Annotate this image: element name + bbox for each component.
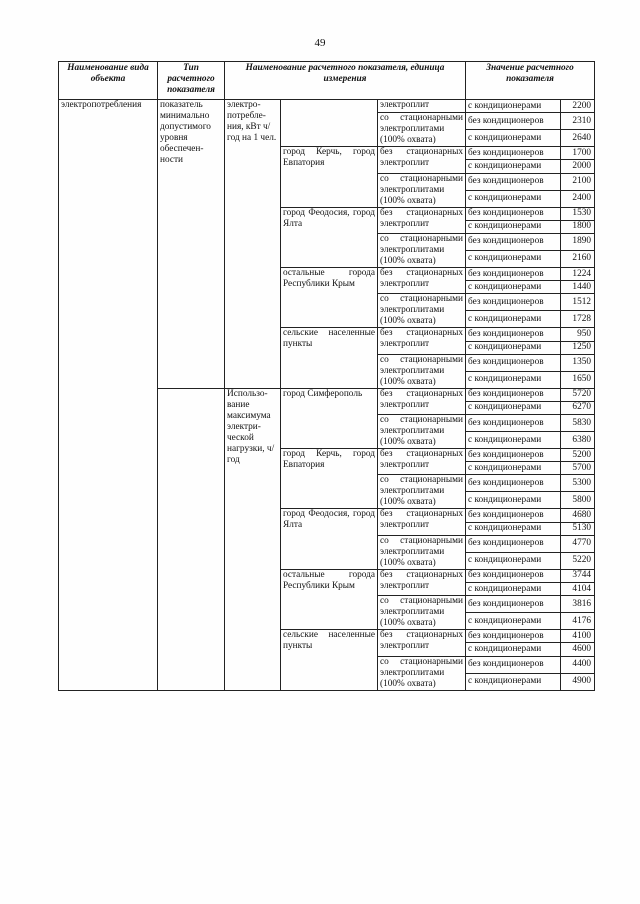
stove-cell: со стационарными электроплитами (100% охвата) — [378, 354, 466, 388]
header-object-type: Наименование вида объекта — [59, 62, 158, 100]
ac-cell: с кондиционерами — [466, 552, 561, 569]
ac-cell: с кондиционерами — [466, 401, 561, 414]
ac-cell: без кондиционеров — [466, 354, 561, 371]
ac-cell: без кондиционеров — [466, 475, 561, 492]
header-indicator-name: Наименование расчетного показателя, единица измерения — [225, 62, 466, 100]
value-cell: 5720 — [561, 388, 595, 401]
ac-cell: с кондиционерами — [466, 130, 561, 147]
locality-cell: остальные города Республики Крым — [281, 569, 378, 629]
value-cell: 5830 — [561, 415, 595, 432]
value-cell: 1530 — [561, 207, 595, 220]
ac-cell: с кондиционерами — [466, 311, 561, 328]
header-indicator-value: Значение расчетного показателя — [466, 62, 595, 100]
locality-cell: город Керчь, город Евпатория — [281, 147, 378, 207]
value-cell: 4176 — [561, 613, 595, 630]
stove-cell: без стационарных электроплит — [378, 267, 466, 293]
object-type-cell: электропотребления — [59, 100, 158, 691]
stove-cell: без стационарных электроплит — [378, 328, 466, 354]
value-cell: 1700 — [561, 147, 595, 160]
ac-cell: с кондиционерами — [466, 341, 561, 354]
locality-cell: сельские населенные пункты — [281, 630, 378, 690]
ac-cell: с кондиционерами — [466, 522, 561, 535]
value-cell: 2640 — [561, 130, 595, 147]
table-row — [59, 100, 595, 113]
locality-cell: остальные города Республики Крым — [281, 267, 378, 327]
value-cell: 1350 — [561, 354, 595, 371]
stove-cell: со стационарными электроплитами (100% охвата) — [378, 294, 466, 328]
ac-cell: с кондиционерами — [466, 371, 561, 388]
value-cell: 1800 — [561, 220, 595, 233]
value-cell: 4400 — [561, 656, 595, 673]
value-cell: 2310 — [561, 113, 595, 130]
indicator-type-cell: показатель минимально допустимого уровня обеспечен-ности — [158, 100, 225, 389]
ac-cell: с кондиционерами — [466, 643, 561, 656]
locality-cell: город Феодосия, город Ялта — [281, 509, 378, 569]
ac-cell: с кондиционерами — [466, 100, 561, 113]
value-cell: 3744 — [561, 569, 595, 582]
value-cell: 2200 — [561, 100, 595, 113]
ac-cell: с кондиционерами — [466, 673, 561, 690]
ac-cell: с кондиционерами — [466, 432, 561, 449]
value-cell: 5200 — [561, 449, 595, 462]
stove-cell: со стационарными электроплитами (100% охвата) — [378, 113, 466, 147]
ac-cell: без кондиционеров — [466, 630, 561, 643]
ac-cell: без кондиционеров — [466, 449, 561, 462]
value-cell: 1250 — [561, 341, 595, 354]
ac-cell: без кондиционеров — [466, 173, 561, 190]
table-header-row — [59, 62, 595, 100]
ac-cell: без кондиционеров — [466, 656, 561, 673]
table-body — [59, 100, 595, 691]
indicator-type-filler — [158, 388, 225, 690]
value-cell: 4100 — [561, 630, 595, 643]
indicator-cell: Использо-вание максимума электри-ческой нагрузки, ч/год — [225, 388, 281, 690]
locality-cell: сельские населенные пункты — [281, 328, 378, 388]
stove-cell: без стационарных электроплит — [378, 569, 466, 595]
ac-cell: с кондиционерами — [466, 160, 561, 173]
value-cell: 1890 — [561, 233, 595, 250]
ac-cell: без кондиционеров — [466, 509, 561, 522]
stove-cell: без стационарных электроплит — [378, 388, 466, 414]
value-cell: 2100 — [561, 173, 595, 190]
stove-cell: со стационарными электроплитами (100% охвата) — [378, 475, 466, 509]
ac-cell: без кондиционеров — [466, 294, 561, 311]
stove-cell: со стационарными электроплитами (100% охвата) — [378, 415, 466, 449]
ac-cell: с кондиционерами — [466, 190, 561, 207]
value-cell: 4600 — [561, 643, 595, 656]
value-cell: 4680 — [561, 509, 595, 522]
ac-cell: без кондиционеров — [466, 147, 561, 160]
ac-cell: с кондиционерами — [466, 462, 561, 475]
ac-cell: без кондиционеров — [466, 388, 561, 401]
stove-cell: без стационарных электроплит — [378, 147, 466, 173]
ac-cell: без кондиционеров — [466, 207, 561, 220]
value-cell: 5700 — [561, 462, 595, 475]
stove-cell: со стационарными электроплитами (100% охвата) — [378, 656, 466, 690]
value-cell: 4104 — [561, 583, 595, 596]
value-cell: 5300 — [561, 475, 595, 492]
ac-cell: с кондиционерами — [466, 220, 561, 233]
value-cell: 4900 — [561, 673, 595, 690]
ac-cell: с кондиционерами — [466, 613, 561, 630]
value-cell: 5220 — [561, 552, 595, 569]
stove-cell: без стационарных электроплит — [378, 449, 466, 475]
value-cell: 2000 — [561, 160, 595, 173]
ac-cell: без кондиционеров — [466, 328, 561, 341]
ac-cell: с кондиционерами — [466, 250, 561, 267]
header-indicator-type: Тип расчетного показателя — [158, 62, 225, 100]
page-number: 49 — [314, 37, 326, 49]
ac-cell: с кондиционерами — [466, 583, 561, 596]
stove-cell: со стационарными электроплитами (100% охвата) — [378, 173, 466, 207]
stove-cell: со стационарными электроплитами (100% охвата) — [378, 535, 466, 569]
indicator-cell: электро-потребле-ния, кВт ч/год на 1 чел. — [225, 100, 281, 389]
locality-cell: город Симферополь — [281, 388, 378, 448]
ac-cell: без кондиционеров — [466, 233, 561, 250]
value-cell: 1440 — [561, 281, 595, 294]
ac-cell: с кондиционерами — [466, 492, 561, 509]
stove-cell: без стационарных электроплит — [378, 509, 466, 535]
value-cell: 3816 — [561, 596, 595, 613]
value-cell: 1224 — [561, 267, 595, 280]
ac-cell: без кондиционеров — [466, 415, 561, 432]
ac-cell: без кондиционеров — [466, 596, 561, 613]
locality-cell — [281, 100, 378, 147]
stove-cell: со стационарными электроплитами (100% охвата) — [378, 233, 466, 267]
locality-cell: город Керчь, город Евпатория — [281, 449, 378, 509]
value-cell: 5800 — [561, 492, 595, 509]
value-cell: 2400 — [561, 190, 595, 207]
stove-cell: со стационарными электроплитами (100% охвата) — [378, 596, 466, 630]
value-cell: 1512 — [561, 294, 595, 311]
value-cell: 1650 — [561, 371, 595, 388]
ac-cell: с кондиционерами — [466, 281, 561, 294]
stove-cell: без стационарных электроплит — [378, 630, 466, 656]
stove-cell: без стационарных электроплит — [378, 207, 466, 233]
value-cell: 2160 — [561, 250, 595, 267]
indicator-table — [58, 61, 595, 691]
value-cell: 4770 — [561, 535, 595, 552]
value-cell: 1728 — [561, 311, 595, 328]
locality-cell: город Феодосия, город Ялта — [281, 207, 378, 267]
ac-cell: без кондиционеров — [466, 267, 561, 280]
value-cell: 5130 — [561, 522, 595, 535]
value-cell: 950 — [561, 328, 595, 341]
value-cell: 6270 — [561, 401, 595, 414]
value-cell: 6380 — [561, 432, 595, 449]
ac-cell: без кондиционеров — [466, 113, 561, 130]
stove-cell: электроплит — [378, 100, 466, 113]
ac-cell: без кондиционеров — [466, 535, 561, 552]
ac-cell: без кондиционеров — [466, 569, 561, 582]
